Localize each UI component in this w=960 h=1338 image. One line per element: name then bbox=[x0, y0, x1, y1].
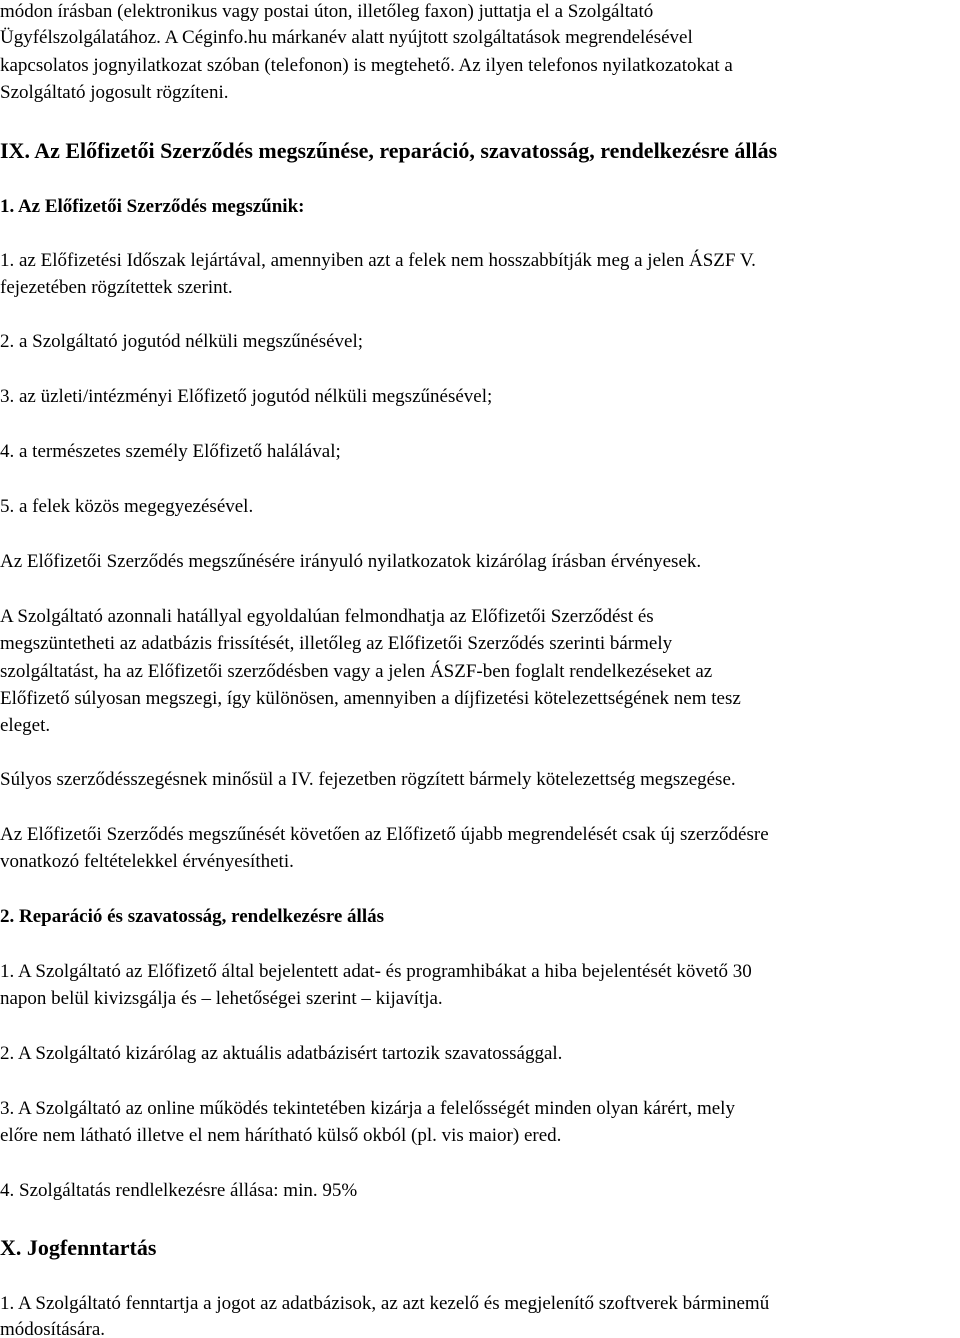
list-item: 3. az üzleti/intézményi Előfizető jogutód nélküli megszűnésével; bbox=[0, 386, 493, 407]
paragraph: Súlyos szerződésszegésnek minősül a IV. fejezetben rögzített bármely kötelezettség megszegése. bbox=[0, 769, 736, 790]
list-item: 5. a felek közös megegyezésével. bbox=[0, 496, 254, 517]
list-item: 2. A Szolgáltató kizárólag az aktuális adatbázisért tartozik szavatossággal. bbox=[0, 1043, 563, 1064]
paragraph: eleget. bbox=[0, 715, 51, 736]
paragraph: Előfizető súlyosan megszegi, így különösen, amennyiben a díjfizetési kötelezettségének nem tesz bbox=[0, 688, 741, 709]
paragraph: szolgáltatást, ha az Előfizetői szerződésben vagy a jelen ÁSZF-ben foglalt rendelkezéseket az bbox=[0, 661, 713, 682]
list-item: fejezetében rögzítettek szerint. bbox=[0, 277, 233, 298]
list-item: módosítására. bbox=[0, 1319, 106, 1338]
intro-text-line: Ügyfélszolgálatához. A Céginfo.hu márkanév alatt nyújtott szolgáltatások megrendelésével bbox=[0, 27, 693, 48]
subsection-2-heading: 2. Reparáció és szavatosság, rendelkezésre állás bbox=[0, 906, 384, 927]
list-item: 4. Szolgáltatás rendlelkezésre állása: min. 95% bbox=[0, 1180, 358, 1201]
paragraph: Az Előfizetői Szerződés megszűnését követően az Előfizető újabb megrendelését csak új szerződésre bbox=[0, 824, 769, 845]
list-item: 1. A Szolgáltató az Előfizető által bejelentett adat- és programhibákat a hiba bejelentését követő 30 bbox=[0, 961, 752, 982]
paragraph: Az Előfizetői Szerződés megszűnésére irányuló nyilatkozatok kizárólag írásban érvényesek. bbox=[0, 551, 702, 572]
section-x-heading: X. Jogfenntartás bbox=[0, 1235, 157, 1260]
list-item: 1. A Szolgáltató fenntartja a jogot az adatbázisok, az azt kezelő és megjelenítő szoftverek bárminemű bbox=[0, 1293, 770, 1314]
list-item: 2. a Szolgáltató jogutód nélküli megszűnésével; bbox=[0, 331, 364, 352]
intro-text-line: módon írásban (elektronikus vagy postai úton, illetőleg faxon) juttatja el a Szolgáltató bbox=[0, 1, 654, 22]
list-item: 1. az Előfizetési Időszak lejártával, amennyiben azt a felek nem hosszabbítják meg a jelen ÁSZF V. bbox=[0, 250, 756, 271]
paragraph: A Szolgáltató azonnali hatállyal egyoldalúan felmondhatja az Előfizetői Szerződést és bbox=[0, 606, 654, 627]
intro-text-line: Szolgáltató jogosult rögzíteni. bbox=[0, 82, 229, 103]
list-item: 4. a természetes személy Előfizető halálával; bbox=[0, 441, 341, 462]
section-ix-heading: IX. Az Előfizetői Szerződés megszűnése, reparáció, szavatosság, rendelkezésre állás bbox=[0, 138, 778, 163]
list-item: előre nem látható illetve el nem hárítható külső okból (pl. vis maior) ered. bbox=[0, 1125, 562, 1146]
list-item: napon belül kivizsgálja és – lehetőségei szerint – kijavítja. bbox=[0, 988, 443, 1009]
list-item: 3. A Szolgáltató az online működés tekintetében kizárja a felelősségét minden olyan kárért, mely bbox=[0, 1098, 735, 1119]
subsection-1-heading: 1. Az Előfizetői Szerződés megszűnik: bbox=[0, 196, 305, 217]
intro-text-line: kapcsolatos jognyilatkozat szóban (telefonon) is megtehető. Az ilyen telefonos nyilatkozatokat a bbox=[0, 55, 733, 76]
paragraph: megszüntetheti az adatbázis frissítését, illetőleg az Előfizetői Szerződés szerinti bármely bbox=[0, 633, 673, 654]
paragraph: vonatkozó feltételekkel érvényesítheti. bbox=[0, 851, 294, 872]
